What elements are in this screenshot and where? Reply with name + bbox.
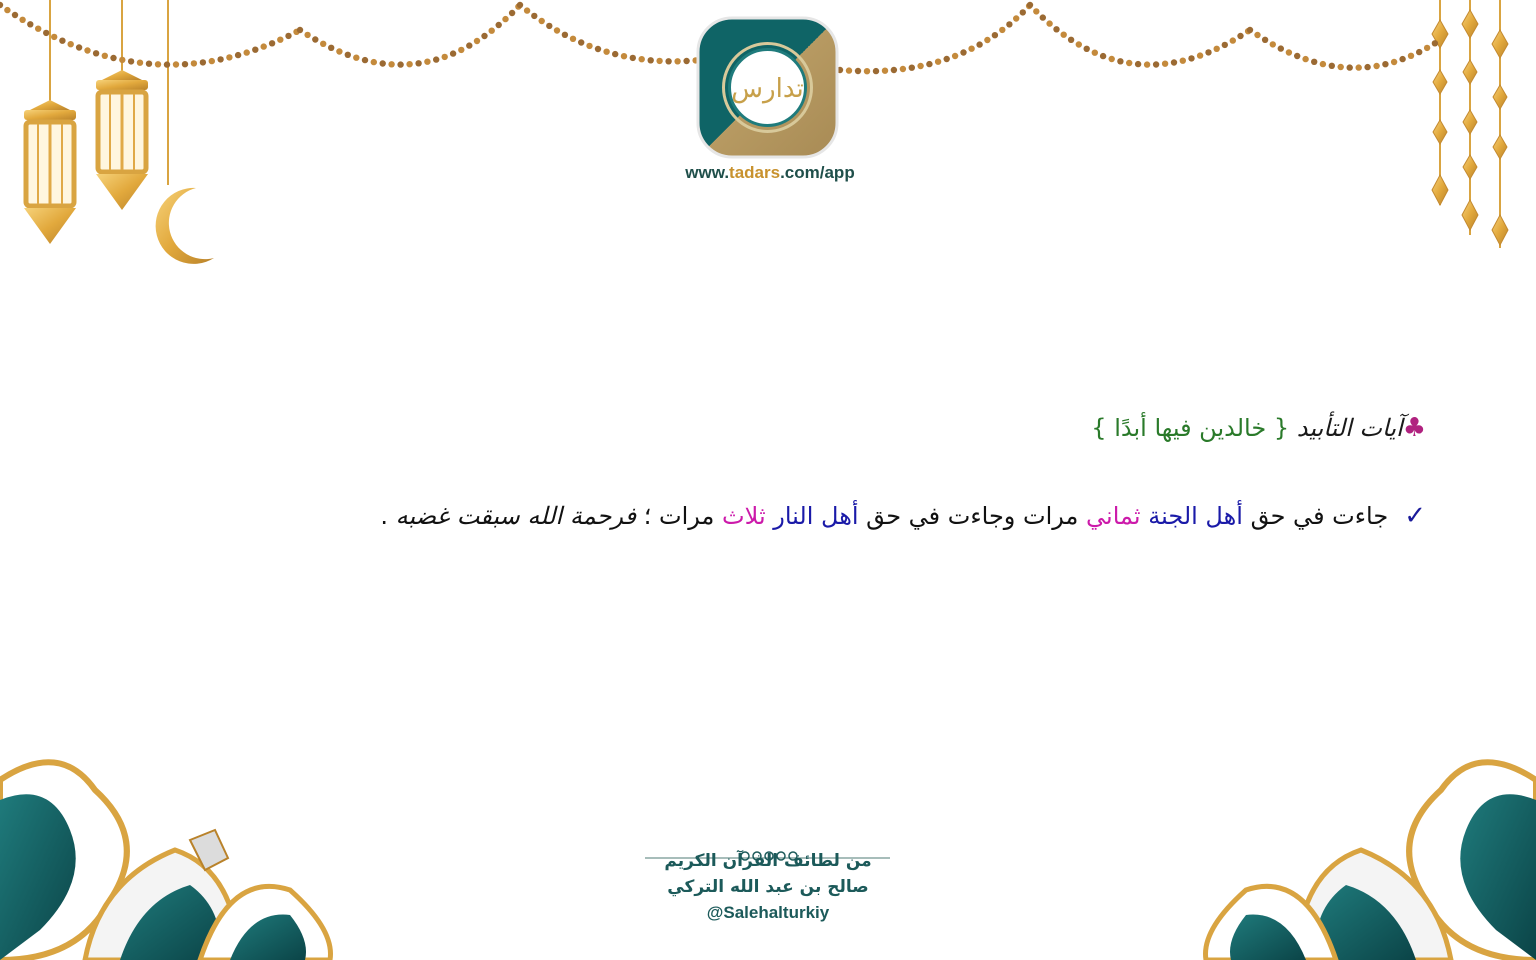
garland-bead <box>586 43 592 49</box>
garland-bead <box>578 39 584 45</box>
garland-bead <box>926 61 932 67</box>
garland-bead <box>1278 45 1284 51</box>
garland-bead <box>976 41 982 47</box>
garland-bead <box>846 67 852 73</box>
tadars-logo <box>695 15 840 160</box>
garland-bead <box>1320 61 1326 67</box>
garland-bead <box>320 41 326 47</box>
garland-bead <box>1197 52 1203 58</box>
garland-bead <box>397 61 403 67</box>
verse-text: خالدين فيها أبدًا <box>1114 414 1267 442</box>
garland-bead <box>226 54 232 60</box>
garland-bead <box>1076 41 1082 47</box>
garland-bead <box>674 58 680 64</box>
garland-bead <box>1262 37 1268 43</box>
garland-bead <box>496 22 502 28</box>
garland-bead <box>481 33 487 39</box>
footer-series-title: من لطائف القرآن الكريم <box>664 851 872 871</box>
garland-bead <box>546 23 552 29</box>
garland-bead <box>27 21 33 27</box>
garland-bead <box>244 49 250 55</box>
garland-bead <box>1033 8 1039 14</box>
garland-bead <box>1416 49 1422 55</box>
garland-bead <box>1126 60 1132 66</box>
garland-bead <box>1424 45 1430 51</box>
garland-bead <box>43 30 49 36</box>
garland-bead <box>952 53 958 59</box>
garland-bead <box>182 61 188 67</box>
garland-bead <box>1286 49 1292 55</box>
garland-bead <box>252 47 258 53</box>
garland-bead <box>1053 26 1059 32</box>
brace-open: { <box>1273 414 1290 442</box>
heading-title: آيات التأبيد <box>1296 414 1403 442</box>
garland-bead <box>406 61 412 67</box>
body-seg-7: مرات ؛ <box>643 502 715 530</box>
slide-content <box>60 408 1426 536</box>
garland-bead <box>554 27 560 33</box>
garland-bead <box>1294 53 1300 59</box>
garland-bead <box>328 45 334 51</box>
footer-handle[interactable]: @Salehalturkiy <box>706 903 830 922</box>
garland-bead <box>1162 61 1168 67</box>
garland-bead <box>1135 61 1141 67</box>
garland-bead <box>1144 61 1150 67</box>
body-seg-5: أهل النار <box>773 502 859 530</box>
garland-bead <box>562 32 568 38</box>
garland-bead <box>217 56 223 62</box>
garland-bead <box>51 34 57 40</box>
body-seg-4: مرات وجاءت في حق <box>866 502 1079 530</box>
garland-bead <box>1311 59 1317 65</box>
garland-bead <box>285 33 291 39</box>
garland-bead <box>900 66 906 72</box>
lantern-left-1 <box>24 0 76 244</box>
garland-bead <box>517 2 523 8</box>
garland-bead <box>1338 64 1344 70</box>
url-prefix: www. <box>685 163 730 182</box>
garland-bead <box>1117 58 1123 64</box>
garland-bead <box>524 7 530 13</box>
garland-bead <box>388 61 394 67</box>
garland-bead <box>102 53 108 59</box>
garland-bead <box>531 13 537 19</box>
garland-bead <box>1408 53 1414 59</box>
garland-bead <box>1188 55 1194 61</box>
lantern-left-2 <box>96 0 148 210</box>
garland-bead <box>146 61 152 67</box>
garland-bead <box>639 56 645 62</box>
garland-bead <box>935 59 941 65</box>
garland-bead <box>1432 40 1438 46</box>
garland-bead <box>277 37 283 43</box>
url-brand: tadars <box>729 163 781 182</box>
corner-flower-bottom-right <box>1206 762 1536 960</box>
garland-bead <box>442 54 448 60</box>
garland-bead <box>873 68 879 74</box>
garland-bead <box>1391 59 1397 65</box>
garland-bead <box>68 41 74 47</box>
garland-bead <box>209 58 215 64</box>
garland-bead <box>984 37 990 43</box>
body-line <box>60 496 1426 536</box>
garland-bead <box>474 38 480 44</box>
body-seg-1: جاءت في حق <box>1250 502 1389 530</box>
garland-bead <box>336 48 342 54</box>
garland-bead <box>1347 64 1353 70</box>
site-url[interactable] <box>620 163 920 183</box>
hanging-ornaments-right <box>1432 0 1508 248</box>
garland-bead <box>891 67 897 73</box>
garland-bead <box>1013 15 1019 21</box>
garland-bead <box>612 51 618 57</box>
check-icon: ✓ <box>1404 501 1426 531</box>
garland-bead <box>1364 64 1370 70</box>
garland-bead <box>1302 56 1308 62</box>
garland-bead <box>1237 33 1243 39</box>
garland-bead <box>1084 46 1090 52</box>
garland-bead <box>433 56 439 62</box>
garland-bead <box>656 58 662 64</box>
heading-line <box>60 408 1426 448</box>
garland-bead <box>93 50 99 56</box>
garland-bead <box>84 47 90 53</box>
garland-bead <box>1247 27 1253 33</box>
garland-bead <box>968 46 974 52</box>
garland-bead <box>353 55 359 61</box>
garland-bead <box>1373 63 1379 69</box>
corner-flower-bottom-left <box>0 762 331 960</box>
garland-bead <box>882 68 888 74</box>
garland-bead <box>1214 46 1220 52</box>
brace-close: } <box>1091 414 1107 442</box>
garland-bead <box>917 63 923 69</box>
garland-bead <box>855 68 861 74</box>
garland-bead <box>12 12 18 18</box>
club-icon: ♣ <box>1402 413 1426 443</box>
garland-bead <box>1205 49 1211 55</box>
garland-bead <box>1040 14 1046 20</box>
logo-calligraphy: تدارس <box>731 74 804 104</box>
garland-bead <box>0 2 3 8</box>
garland-bead <box>1061 32 1067 38</box>
garland-bead <box>4 7 10 13</box>
garland-bead <box>509 10 515 16</box>
garland-bead <box>110 55 116 61</box>
garland-bead <box>164 61 170 67</box>
garland-bead <box>235 52 241 58</box>
garland-bead <box>173 61 179 67</box>
garland-bead <box>1356 64 1362 70</box>
garland-bead <box>191 60 197 66</box>
garland-bead <box>137 60 143 66</box>
garland-bead <box>1109 56 1115 62</box>
garland-bead <box>909 65 915 71</box>
garland-bead <box>59 38 65 44</box>
garland-bead <box>312 36 318 42</box>
garland-bead <box>1254 32 1260 38</box>
garland-bead <box>502 16 508 22</box>
garland-bead <box>458 47 464 53</box>
garland-bead <box>595 46 601 52</box>
garland-bead <box>450 50 456 56</box>
garland-bead <box>1100 53 1106 59</box>
garland-bead <box>297 27 303 33</box>
body-seg-2: أهل الجنة <box>1148 502 1243 530</box>
body-seg-3: ثماني <box>1086 502 1141 530</box>
garland-bead <box>1382 61 1388 67</box>
garland-bead <box>1399 56 1405 62</box>
garland-bead <box>999 27 1005 33</box>
garland-bead <box>269 40 275 46</box>
garland-bead <box>864 68 870 74</box>
garland-bead <box>304 32 310 38</box>
garland-bead <box>35 26 41 32</box>
garland-bead <box>1329 63 1335 69</box>
body-seg-8: فرحمة الله سبقت غضبه <box>395 502 637 530</box>
garland-bead <box>960 49 966 55</box>
garland-bead <box>466 42 472 48</box>
body-seg-9: . <box>380 502 388 530</box>
body-seg-6: ثلاث <box>722 502 766 530</box>
garland-bead <box>380 60 386 66</box>
garland-bead <box>200 59 206 65</box>
garland-bead <box>415 60 421 66</box>
garland-bead <box>371 59 377 65</box>
garland-bead <box>362 57 368 63</box>
garland-bead <box>155 61 161 67</box>
crescent-moon <box>156 0 214 264</box>
garland-bead <box>1020 9 1026 15</box>
garland-bead <box>570 36 576 42</box>
garland-bead <box>683 58 689 64</box>
garland-bead <box>1046 20 1052 26</box>
garland-bead <box>1171 59 1177 65</box>
garland-bead <box>665 58 671 64</box>
garland-bead <box>1006 21 1012 27</box>
garland-bead <box>539 18 545 24</box>
url-suffix: .com/app <box>780 163 855 182</box>
garland-bead <box>119 57 125 63</box>
garland-bead <box>1153 61 1159 67</box>
garland-bead <box>489 28 495 34</box>
garland-bead <box>19 17 25 23</box>
garland-bead <box>1180 58 1186 64</box>
garland-bead <box>1027 2 1033 8</box>
garland-bead <box>424 59 430 65</box>
garland-bead <box>1270 41 1276 47</box>
garland-bead <box>1230 37 1236 43</box>
garland-bead <box>621 53 627 59</box>
garland-bead <box>992 32 998 38</box>
garland-bead <box>1068 37 1074 43</box>
garland-bead <box>1222 42 1228 48</box>
garland-bead <box>944 56 950 62</box>
garland-bead <box>345 52 351 58</box>
garland-bead <box>261 43 267 49</box>
garland-bead <box>630 55 636 61</box>
garland-bead <box>648 57 654 63</box>
garland-bead <box>603 49 609 55</box>
footer <box>618 848 918 926</box>
garland-bead <box>128 58 134 64</box>
garland-bead <box>76 44 82 50</box>
garland-bead <box>1092 50 1098 56</box>
footer-author: صالح بن عبد الله التركي <box>667 877 869 897</box>
